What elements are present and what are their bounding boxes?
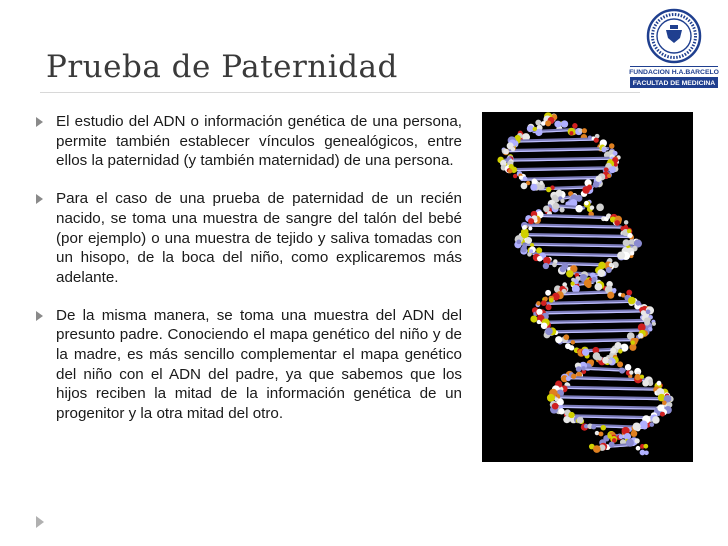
bullet-item: [36, 306, 462, 424]
bullet-list: [36, 112, 462, 442]
bullet-text: Para el caso de una prueba de paternidad de un recién nacido, se toma una muestra de sangre del talón del bebé (por ejemplo) o una muestra de tejido y saliva tomadas con un hisopo, de la boca del niño, como explicaremos más adelante.: [56, 190, 462, 286]
logo-text-line2: FACULTAD DE MEDICINA: [632, 80, 716, 87]
bullet-text: El estudio del ADN o información genética de una persona, permite también establecer vínculos genealógicos, entre ellos la paternidad (y también maternidad) de una persona.: [56, 113, 462, 170]
bullet-text: De la misma manera, se toma una muestra del ADN del presunto padre. Conociendo el mapa genético del niño y de la madre, es más sencillo complementar el mapa genético del niño con el ADN del padre, ya que sabemos que los hijos reciben la mitad de la información genética de un progenitor y la otra mitad del otro.: [56, 306, 462, 423]
slide-nav-icon[interactable]: [36, 516, 44, 528]
bullet-marker-icon: [36, 194, 43, 204]
bullet-item: [36, 189, 462, 288]
dna-image: [482, 112, 693, 462]
logo-text-line1: FUNDACION H.A.BARCELO: [629, 69, 719, 76]
slide-title: Prueba de Paternidad: [46, 49, 398, 85]
bullet-marker-icon: [36, 311, 43, 321]
bullet-item: [36, 112, 462, 171]
university-logo: [626, 8, 722, 90]
bullet-marker-icon: [36, 117, 43, 127]
title-divider: [40, 92, 640, 93]
